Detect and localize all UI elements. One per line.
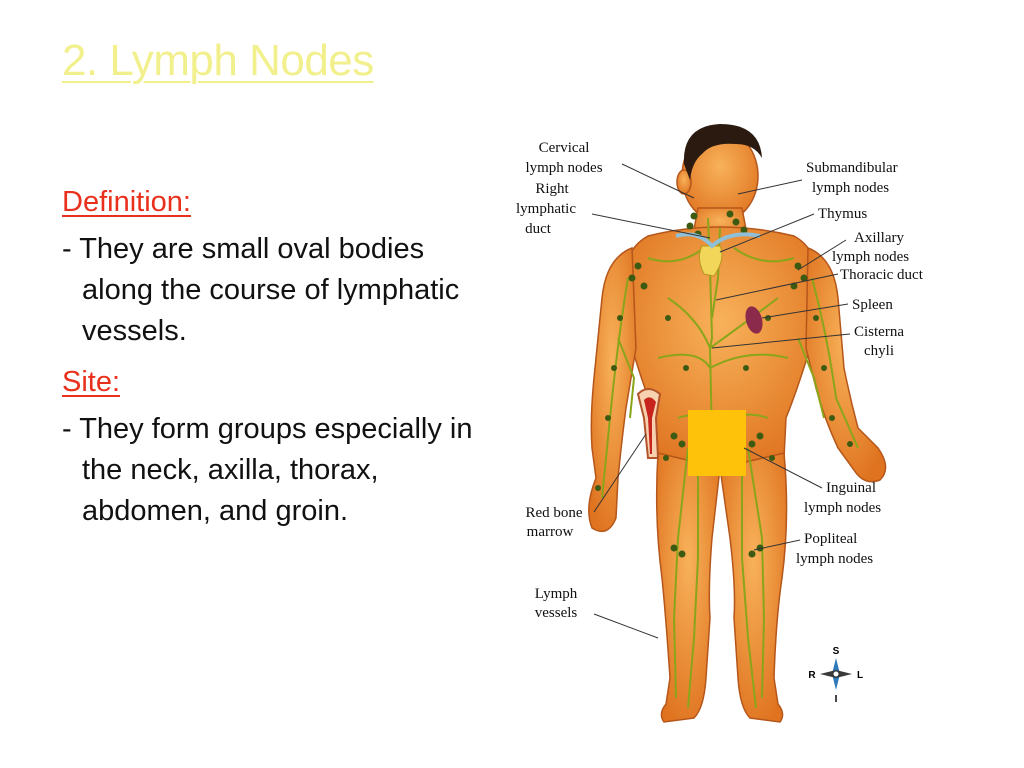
label-thymus: Thymus — [818, 206, 868, 222]
definition-text: - They are small oval bodies along the course of lymphatic vessels. — [62, 233, 460, 347]
label-cervical-2: lymph nodes — [525, 160, 603, 176]
label-inguinal-2: lymph nodes — [804, 500, 882, 516]
label-cisterna-2: chyli — [864, 343, 894, 359]
lymphatic-diagram — [498, 118, 966, 742]
label-popliteal-1: Popliteal — [804, 531, 858, 547]
label-submandibular-2: lymph nodes — [812, 180, 890, 196]
label-axillary-2: lymph nodes — [832, 249, 910, 265]
site-text: - They form groups especially in the neck, axilla, thorax, abdomen, and groin. — [62, 413, 473, 527]
compass-south: I — [834, 694, 838, 705]
label-right-duct-2: lymphatic — [516, 201, 576, 217]
lymphatic-system-figure — [498, 118, 966, 742]
label-red-bone-marrow-2: marrow — [526, 524, 574, 540]
compass-rose — [808, 646, 863, 705]
slide-content — [62, 182, 482, 542]
site-heading: Site: — [62, 366, 121, 398]
censor-box — [688, 410, 746, 476]
compass-west: R — [808, 670, 816, 681]
slide-title: 2. Lymph Nodes — [62, 36, 374, 85]
compass-east: L — [856, 670, 864, 681]
label-submandibular-1: Submandibular — [806, 160, 898, 176]
label-right-duct-1: Right — [535, 181, 569, 197]
label-red-bone-marrow-1: Red bone — [525, 505, 583, 521]
label-popliteal-2: lymph nodes — [796, 551, 874, 567]
label-spleen: Spleen — [852, 297, 893, 313]
femur-cross-section — [638, 389, 660, 458]
definition-heading: Definition: — [62, 186, 191, 218]
label-lymph-vessels-1: Lymph — [534, 586, 578, 602]
label-cisterna-1: Cisterna — [854, 324, 904, 340]
label-lymph-vessels-2: vessels — [534, 605, 578, 621]
label-axillary-1: Axillary — [854, 230, 904, 246]
compass-north: S — [832, 646, 840, 657]
label-inguinal-1: Inguinal — [826, 480, 876, 496]
label-right-duct-3: duct — [525, 221, 551, 237]
label-cervical-1: Cervical — [538, 140, 590, 156]
label-thoracic-duct: Thoracic duct — [840, 267, 923, 283]
